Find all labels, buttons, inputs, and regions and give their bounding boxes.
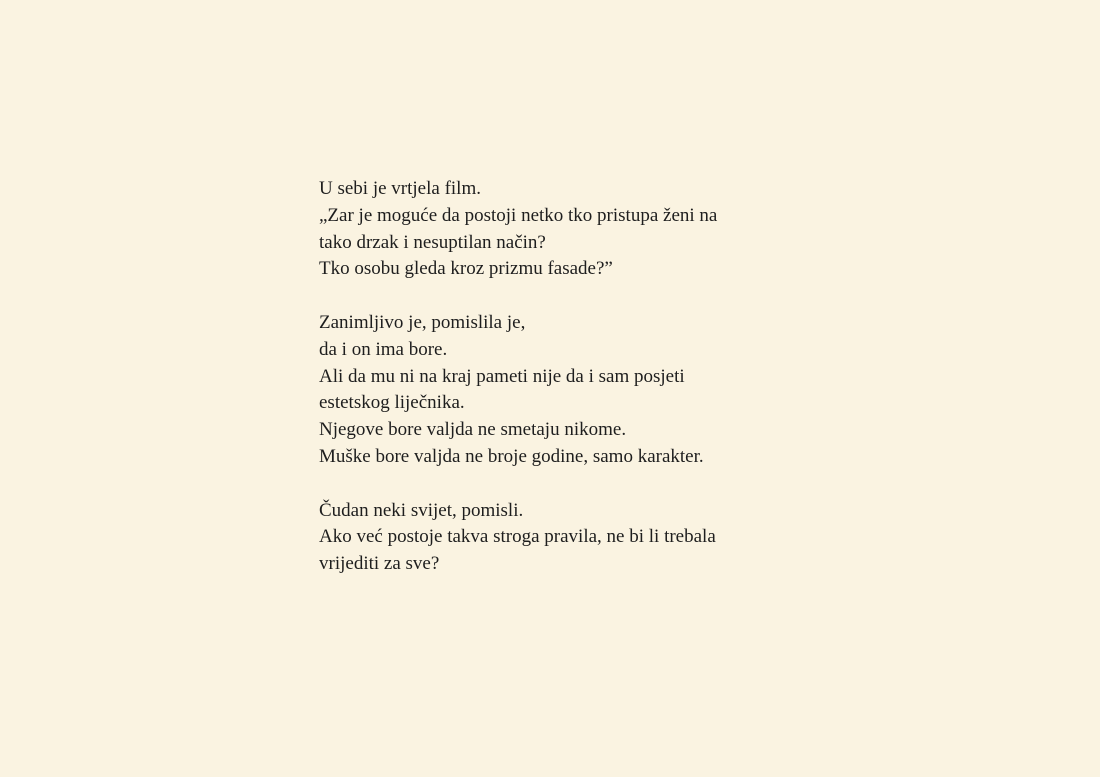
text-line: da i on ima bore.: [319, 338, 448, 360]
text-line: U sebi je vrtjela film.: [319, 178, 481, 199]
poem-text: [319, 176, 839, 578]
text-line: tako drzak i nesuptilan način?: [319, 231, 546, 253]
text-line: Zanimljivo je, pomislila je,: [319, 311, 526, 333]
text-line: estetskog liječnika.: [319, 392, 465, 414]
text-line: Tko osobu gleda kroz prizmu fasade?”: [319, 258, 613, 280]
text-line: vrijediti za sve?: [319, 553, 440, 575]
text-line: Čudan neki svijet, pomisli.: [319, 499, 524, 521]
text-line: „Zar je moguće da postoji netko tko pristupa ženi na: [319, 204, 718, 226]
text-line: Ali da mu ni na kraj pameti nije da i sam posjeti: [319, 365, 685, 387]
text-line: Ako već postoje takva stroga pravila, ne bi li trebala: [319, 526, 716, 548]
text-line: Njegove bore valjda ne smetaju nikome.: [319, 419, 627, 441]
text-line: Muške bore valjda ne broje godine, samo karakter.: [319, 445, 704, 467]
stanza-1: [319, 176, 839, 283]
stanza-3: [319, 498, 839, 578]
stanza-2: [319, 310, 839, 471]
